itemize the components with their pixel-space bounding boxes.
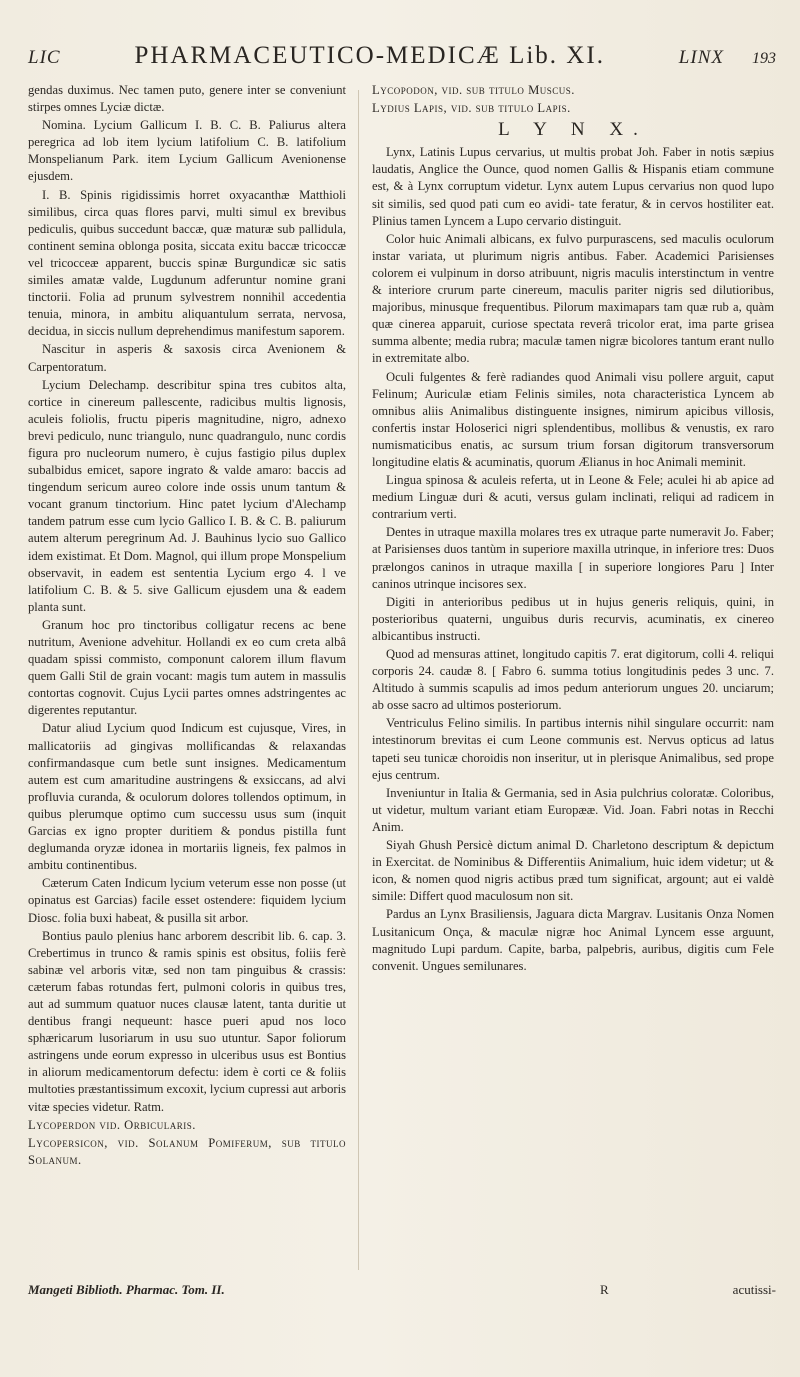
right-paragraph-11: Pardus an Lynx Brasiliensis, Jaguara dicta Margrav. Lusitanis Onza Nomen Lusitanicum Onça, & maculæ nigræ hoc Animal Lyncem esse arguunt, magnitudo Lupi pardum. Capite, barba, palpebris, auribus, digitis cum Fele convenit. Ungues semilunares. [372, 907, 774, 973]
left-paragraph-7: Datur aliud Lycium quod Indicum est cujusque, Vires, in mallicatoriis ad gingivas mollificandas & relaxandas confirmandasque cum betle sunt insignes. Medicamentum autem est cum amaritudine austringens & exsiccans, ad alvi profluvia curanda, & oculorum dolores tollendos optimum, in quibus plerumque optimo cum successu usus sum (inquit Garcias ex igno propter duritiem & pondus pistilla funt deglumanda oryzæ idonea in mortariis ligneis, fex palmos in ambitu continentibus. [28, 721, 346, 873]
cross-reference: Lycopersicon, vid. Solanum Pomiferum, sub titulo Solanum. [28, 1135, 346, 1167]
page-title: PHARMACEUTICO-MEDICÆ Lib. XI. [134, 42, 605, 69]
right-column [372, 82, 774, 976]
signature-mark: R [600, 1282, 609, 1297]
left-paragraph-5: Lycium Delechamp. describitur spina tres cubitos alta, cortice in cinereum pallescente, radicibus multis lignosis, aculeis foliolis, fructu piperis magnitudine, nigro, adnexo brevi pediculo, nunc triangulo, nunc quadrangulo, nunc cordis figura pro nucleorum numero, è cujus fastigio pilus duplex subalbidus emicet, sapore ingrato & valde amaro: baccis ad tingendum sericum aureo colore inde ossis unum tantum & vocant granum tinctorium. Hinc patet lycium d'Alechamp tandem patrum esse cum lycio Gallico I. B. & C. B. paliurum autem alterum peregrinum Ad. J. Bauhinus lycio suo Gallico idem existimat. Et Dom. Magnol, qui illum prope Monspelium observavit, in eadem est sententia Lycium ergo 4. l ve latifolium C. B. & 5. sive Gallicum ejusdem una & eadem planta sunt. [28, 377, 346, 614]
left-paragraph-6: Granum hoc pro tinctoribus colligatur recens ac bene nutritum, Avenione advehitur. Hollandi ex eo cum creta albâ quadam spissi commisto, componunt calorem illum flavum quem Galli Stil de grain vocant: magis tum autem in massulis contortas cognovit. Cujus Lycii partes omnes adstringentes ac digerentes reputantur. [28, 617, 346, 718]
right-paragraph-8: Ventriculus Felino similis. In partibus internis nihil singulare occurrit: nam intestinorum brevitas ei cum Leone communis est. Nervus opticus ad latus tapeti seu tunicæ choroidis non inseritur, ut in plerisque Animalibus, sed prope ejus centrum. [372, 716, 774, 782]
right-paragraph-9: Inveniuntur in Italia & Germania, sed in Asia pulchrius coloratæ. Coloribus, ut videtur, multum variant etiam Europææ. Vid. Joan. Fabri notas in Recchi Anim. [372, 785, 774, 834]
left-paragraph-8: Cæterum Caten Indicum lycium veterum esse non posse (ut opinatus est Garcias) facile esset ostendere: fiquidem lycium Diosc. folia buxi habeat, & pusilla sit arbor. [28, 876, 346, 925]
column-divider [358, 90, 359, 1270]
volume-signature: Mangeti Biblioth. Pharmac. Tom. II. [28, 1282, 225, 1297]
right-paragraph-2: Color huic Animali albicans, ex fulvo purpurascens, sed maculis oculorum instar variata, ut plurimum nigris antibus. Faber. Academici Parisienses colorem ei vulpinum in dorso atribuunt, nigris maculis interstinctum in ventre & interiore crurum parte cinereum, maculis pariter nigris sed dilutioribus, majoribus, minusque frequentibus. Pilorum maximapars tam quæ rub a, quàm quæ cinerea apparuit, curiose spectata reverâ tricolor erat, ima parte grisea summa albente; media rubra; maculæ tamen nigræ bicolores tantum erant nullo in extremitate albo. [372, 231, 774, 366]
cross-reference: Lydius Lapis, vid. sub titulo Lapis. [372, 101, 571, 116]
right-paragraph-1: Lynx, Latinis Lupus cervarius, ut multis probat Joh. Faber in notis sæpius laudatis, Anglice the Ounce, quod nomen Gallis & Hispanis etiam commune est, & à Lynx corruptum videtur. Lynx autem Lupus cervarius non quod lupo sit similis, sed quod pati cum eo avidi- tate feratur, & in cervos hostiliter eat. Plinius tamen Lyncem a Lupo cervario distinguit. [372, 145, 774, 228]
left-paragraph-2: Nomina. Lycium Gallicum I. B. C. B. Paliurus altera peregrica ad lob item lycium latifolium C. B. latifolium Monspelianum Park. item Lycium Gallicum Avenionense ejusdem. [28, 118, 346, 184]
section-heading: L Y N X. [498, 119, 648, 141]
left-paragraph-1: gendas duximus. Nec tamen puto, genere inter se conveniunt stirpes omnes Lyciæ dictæ. [28, 83, 346, 115]
footer-right [600, 1282, 776, 1298]
left-paragraph-3: I. B. Spinis rigidissimis horret oxyacanthæ Matthioli similibus, circa quas flores parvi, multi simul ex brevibus pediculis, quibus succedunt baccæ, quæ maturæ sub pallidula, continent semina oblonga posita, siccata exitu baccæ tricoccæ vel tricocceæ apparent, buccis spinæ Burgundicæ sic satis similes amatæ valde, Lugdunum adferuntur nomine grani tinctorii. Folia ad prunum sylvestrem nonnihil accedentia tenuia, minora, in ambitu aliquantulum serrata, nervosa, decidua, in siccis nullum deprehendimus manifestum saporem. [28, 187, 346, 339]
cross-reference: Lycopodon, vid. sub titulo Muscus. [372, 83, 575, 97]
column-keyword-right: LINX [678, 47, 724, 68]
right-paragraph-6: Digiti in anterioribus pedibus ut in hujus generis reliquis, quini, in posterioribus quaterni, unguibus duris recurvis, acuminatis, ex cinereo albicantibus instructi. [372, 594, 774, 643]
catchword: acutissi- [732, 1282, 776, 1297]
left-paragraph-4: Nascitur in asperis & saxosis circa Avenionem & Carpentoratum. [28, 342, 346, 374]
left-column [28, 82, 346, 1170]
right-paragraph-4: Lingua spinosa & aculeis referta, ut in Leone & Fele; aculei hi ab apice ad medium Linguæ duri & acuti, versus gulam inclinati, reliqui ad radicem in contrarium verti. [372, 473, 774, 522]
running-header [28, 42, 776, 76]
right-paragraph-3: Oculi fulgentes & ferè radiandes quod Animali visu pollere arguit, caput Felinum; Auriculæ etiam Felinis similes, nota characteristica Lyncem ab omnibus aliis Animalibus distinguente insignes, nimirum apicibus villosis, confertis instar Holoserici nigri splendentibus, mollibus & venustis, ex raro numismaticibus enatis, ac sursum trium forsan digitorum transversorum longitudine elatis & acuminatis, quorum Ælianus in hoc Animali meminit. [372, 369, 774, 469]
header-right [679, 47, 776, 69]
right-paragraph-7: Quod ad mensuras attinet, longitudo capitis 7. erat digitorum, colli 4. reliqui corporis 24. caudæ 8. [ Fabro 6. summa totius longitudinis pedes 3 unc. 7. Altitudo à summis scapulis ad imos pedum anteriorum ungues 20. unciarum; ab osse sacro ad ultimos posteriorum. [372, 647, 774, 713]
right-paragraph-5: Dentes in utraque maxilla molares tres ex utraque parte numeravit Jo. Faber; at Parisienses duos tantùm in superiore maxilla utrinque, in inferiore tres: Duos prælongos caninos in utraque maxilla [ in superiore longiores Paru ] Inter caninos utrinque incisores sex. [372, 525, 774, 591]
cross-reference: Lycoperdon vid. Orbicularis. [28, 1117, 196, 1132]
column-keyword-left: LIC [28, 47, 61, 68]
page-number: 193 [751, 50, 776, 67]
right-paragraph-10: Siyah Ghush Persicè dictum animal D. Charletono descriptum & depictum in Exercitat. de Nominibus & Differentiis Animalium, huic idem videtur; ut & icon, & nomen quod nigris actibus præd tum significat, argount; aut ei valdè simile: Differt quod maculosum non sit. [372, 838, 774, 904]
left-paragraph-9: Bontius paulo plenius hanc arborem describit lib. 6. cap. 3. Crebertimus in trunco & ramis spinis est obsitus, foliis ferè sabinæ vel arboris vitæ, sed non tam pinguibus & crassis: cæterum fabas rotundas fert, pulmoni coloris in quibus tres, aut ad summum quatuor nuces clausæ latent, tanta duritie ut dentibus frangi nequeunt: hasce pueri apud nos loco sphæricarum lusoriarum in usu suo utuntur. Sapor foliorum astringens unde eorum expresso in ulceribus usus est Bontius in aliorum medicamentorum defectu: idem è corti ce & foliis multoties præstantissimum excoxit, lycium cupressi aut arboris vitæ species videtur. Ratm. [28, 928, 346, 1114]
